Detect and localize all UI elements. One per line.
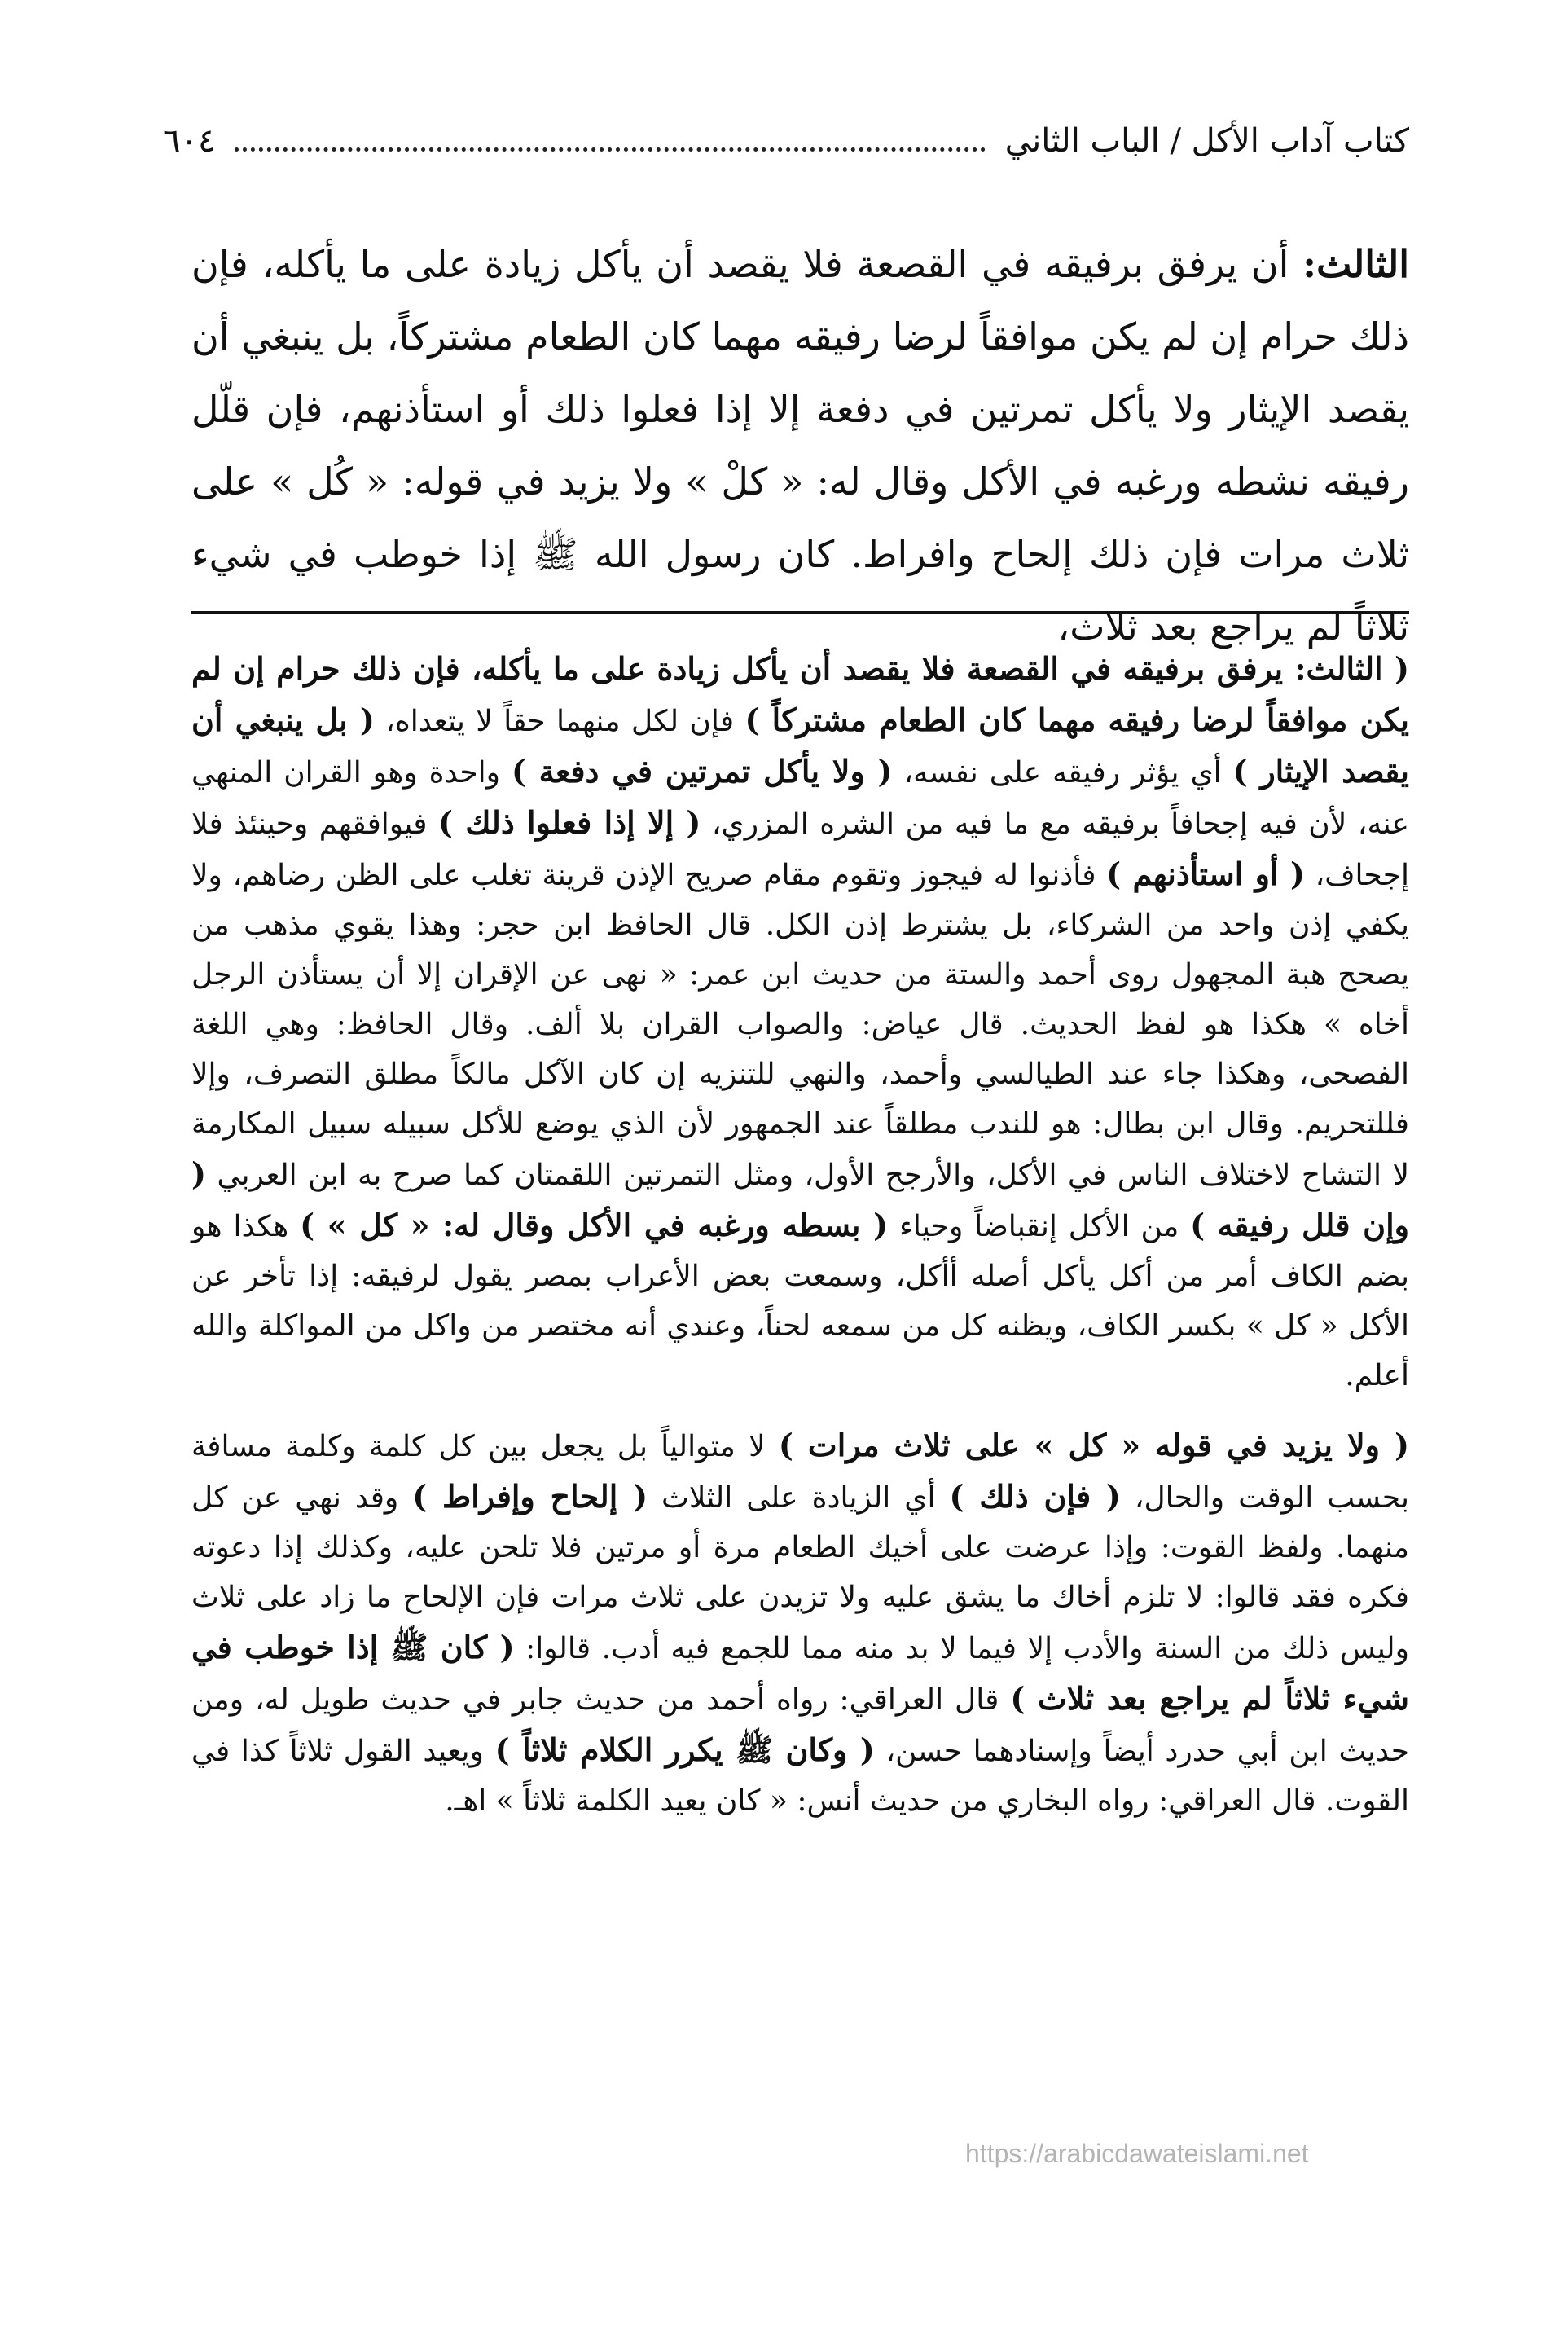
commentary-lemma: ( أو استأذنهم )	[1106, 856, 1305, 892]
commentary-text: أي الزيادة على الثلاث	[648, 1481, 950, 1515]
commentary-lemma: ( إلا إذا فعلوا ذلك )	[437, 804, 701, 841]
watermark-url: https://arabicdawateislami.net	[965, 2139, 1309, 2168]
commentary-lemma: ( فإن ذلك )	[949, 1478, 1121, 1515]
commentary-text: أي يؤثر رفيقه على نفسه،	[892, 756, 1233, 790]
footnote-divider	[191, 611, 1409, 614]
commentary-lemma: ( كان ﷺ إذا خوطب في شيء ثلاثاً لم يراجع بعد ثلاث )	[191, 1629, 1409, 1717]
main-text-body: أن يرفق برفيقه في القصعة فلا يقصد أن يأكل زيادة على ما يأكله، فإن ذلك حرام إن لم يكن موافقاً لرضا رفيقه مهما كان الطعام مشتركاً، بل ينبغي أن يقصد الإيثار ولا يأكل تمرتين في دفعة إلا إذا فعلوا ذلك أو استأذنهم، فإن قلّل رفيقه نشطه ورغبه في الأكل وقال له: « كلْ » ولا يزيد في قوله: « كُل » على ثلاث مرات فإن ذلك إلحاح وافراط. كان رسول الله ﷺ إذا خوطب في شيء ثلاثاً لم يراجع بعد ثلاث،	[191, 242, 1409, 649]
commentary-lemma: ( وكان ﷺ يكرر الكلام ثلاثاً )	[494, 1731, 875, 1768]
running-header	[163, 122, 1409, 187]
commentary-text: فيوافقهم وحينئذ فلا إجحاف،	[191, 807, 1409, 892]
commentary-text: فإن لكل منهما حقاً لا يتعداه،	[374, 705, 745, 738]
commentary-paragraph-1	[191, 644, 1409, 1401]
commentary-text: من الأكل إنقباضاً وحياء	[888, 1210, 1191, 1243]
commentary-lemma: ( ولا يأكل تمرتين في دفعة )	[511, 753, 893, 790]
commentary-text: هكذا هو بضم الكاف أمر من أكل يأكل أصله أأكل، وسمعت بعض الأعراب بمصر يقول لرفيقه: إذا تأخر عن الأكل « كل » بكسر الكاف، ويظنه كل من سمعه لحناً، وعندي أنه مختصر من واكل من المواكلة والله أعلم.	[191, 1210, 1409, 1392]
main-text-lead: الثالث:	[1302, 242, 1409, 286]
commentary-text: وقد نهي عن كل منهما. ولفظ القوت: وإذا عرضت على أخيك الطعام مرة أو مرتين فلا تلحن عليه، وكذلك إذا دعوته فكره فقد قالوا: لا تلزم أخاك ما يشق عليه ولا تزيدن على ثلاث مرات فإن الإلحاح ما زاد على ثلاث وليس ذلك من السنة والأدب إلا فيما لا بد منه مما للجمع فيه أدب. قالوا:	[191, 1481, 1409, 1665]
commentary-lemma: ( وإن قلل رفيقه )	[191, 1155, 1409, 1243]
commentary-lemma: ( بل ينبغي أن يقصد الإيثار )	[191, 702, 1409, 790]
commentary-lemma: ( بسطه ورغبه في الأكل وقال له: « كل » )	[300, 1207, 889, 1243]
main-text	[191, 228, 1409, 663]
commentary-text: فأذنوا له فيجوز وتقوم مقام صريح الإذن قرينة تغلب على الظن رضاهم، ولا يكفي إذن واحد من الشركاء، بل يشترط إذن الكل. قال الحافظ ابن حجر: وهذا يقوي مذهب من يصحح هبة المجهول روى أحمد والستة من حديث ابن عمر: « نهى عن الإقران إلا أن يستأذن الرجل أخاه » هكذا هو لفظ الحديث. قال عياض: والصواب القران بلا ألف. وقال الحافظ: وهي اللغة الفصحى، وهكذا جاء عند الطيالسي وأحمد، والنهي للتنزيه إن كان الآكل مالكاً مطلق التصرف، وإلا فللتحريم. وقال ابن بطال: هو للندب مطلقاً عند الجمهور لأن الذي يوضع للأكل سبيله سبيل المكارمة لا التشاح لاختلاف الناس في الأكل، والأرجح الأول، ومثل التمرتين اللقمتان كما صرح به ابن العربي	[191, 859, 1409, 1192]
commentary-text: قال العراقي: رواه أحمد من حديث جابر في حديث طويل له، ومن حديث ابن أبي حدرد أيضاً وإسنادهما حسن،	[191, 1683, 1409, 1768]
commentary-paragraph-2	[191, 1420, 1409, 1826]
commentary-lemma: ( إلحاح وإفراط )	[412, 1478, 648, 1515]
commentary-lemma: ( الثالث: يرفق برفيقه في القصعة فلا يقصد أن يأكل زيادة على ما يأكله، فإن ذلك حرام إن لم يكن موافقاً لرضا رفيقه مهما كان الطعام مشتركاً )	[191, 650, 1409, 738]
commentary-text: واحدة وهو القران المنهي عنه، لأن فيه إجحافاً برفيقه مع ما فيه من الشره المزري،	[191, 756, 1410, 841]
header-dot-leader	[235, 126, 985, 152]
chapter-title: كتاب آداب الأكل / الباب الثاني	[1004, 122, 1409, 160]
page-number: ٦٠٤	[163, 122, 216, 160]
commentary-text: ويعيد القول ثلاثاً كذا في القوت. قال العراقي: رواه البخاري من حديث أنس: « كان يعيد الكلمة ثلاثاً » اهـ.	[191, 1735, 1409, 1818]
commentary-text: لا متوالياً بل يجعل بين كل كلمة وكلمة مسافة بحسب الوقت والحال،	[191, 1430, 1409, 1515]
commentary	[191, 644, 1409, 1826]
commentary-lemma: ( ولا يزيد في قوله « كل » على ثلاث مرات )	[778, 1427, 1409, 1463]
